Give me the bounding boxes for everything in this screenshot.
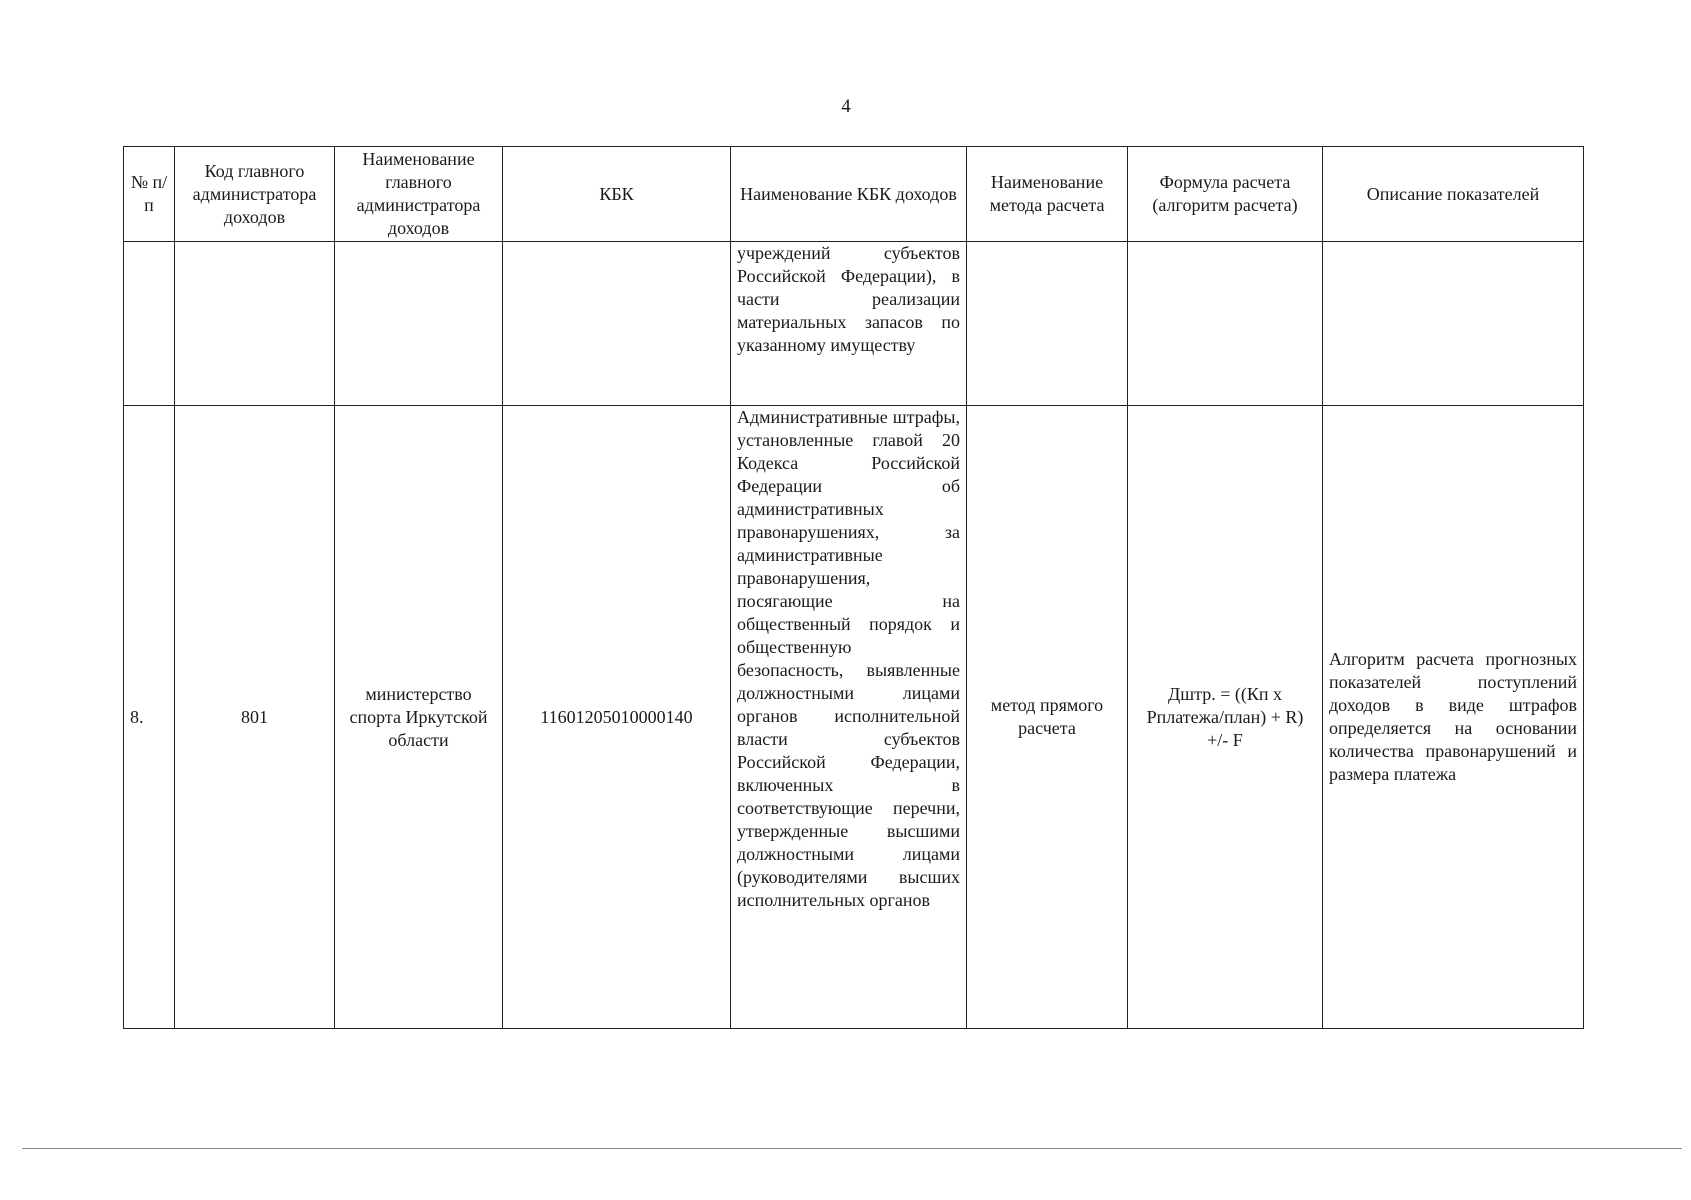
page-bottom-divider: [22, 1148, 1682, 1149]
table-row: [124, 406, 1584, 1029]
cell-num: 8.: [124, 406, 175, 1029]
header-method: Наименование метода расчета: [967, 147, 1128, 242]
revenue-forecast-table: [123, 146, 1584, 1029]
page-number: 4: [841, 96, 851, 117]
cell-empty: [503, 242, 731, 406]
cell-empty: [124, 242, 175, 406]
header-kbk-name: Наименование КБК доходов: [731, 147, 967, 242]
cell-kbk: 11601205010000140: [503, 406, 731, 1029]
header-num: № п/п: [124, 147, 175, 242]
header-kbk: КБК: [503, 147, 731, 242]
cell-method: метод прямого расчета: [967, 406, 1128, 1029]
cell-kbk-name: Административные штрафы, установленные главой 20 Кодекса Российской Федерации об административных правонарушениях, за административные правонарушения, посягающие на общественный порядок и общественную безопасность, выявленные должностными лицами органов исполнительной власти субъектов Российской Федерации, включенных в соответствующие перечни, утвержденные высшими должностными лицами (руководителями высших исполнительных органов: [731, 406, 967, 1029]
cell-admin-name: министерство спорта Иркутской области: [335, 406, 503, 1029]
header-admin-name: Наименование главного администратора доходов: [335, 147, 503, 242]
header-formula: Формула расчета (алгоритм расчета): [1128, 147, 1323, 242]
table-row-continuation: [124, 242, 1584, 406]
cell-empty: [335, 242, 503, 406]
cell-kbk-name-continuation: учреждений субъектов Российской Федерации), в части реализации материальных запасов по указанному имуществу: [731, 242, 967, 406]
cell-empty: [175, 242, 335, 406]
cell-empty: [1323, 242, 1584, 406]
cell-admin-code: 801: [175, 406, 335, 1029]
cell-empty: [967, 242, 1128, 406]
cell-description: Алгоритм расчета прогнозных показателей поступлений доходов в виде штрафов определяется на основании количества правонарушений и размера платежа: [1323, 406, 1584, 1029]
table-header-row: [124, 147, 1584, 242]
cell-empty: [1128, 242, 1323, 406]
header-admin-code: Код главного администратора доходов: [175, 147, 335, 242]
cell-formula: Дштр. = ((Кп х Рплатежа/план) + R) +/- F: [1128, 406, 1323, 1029]
header-description: Описание показателей: [1323, 147, 1584, 242]
